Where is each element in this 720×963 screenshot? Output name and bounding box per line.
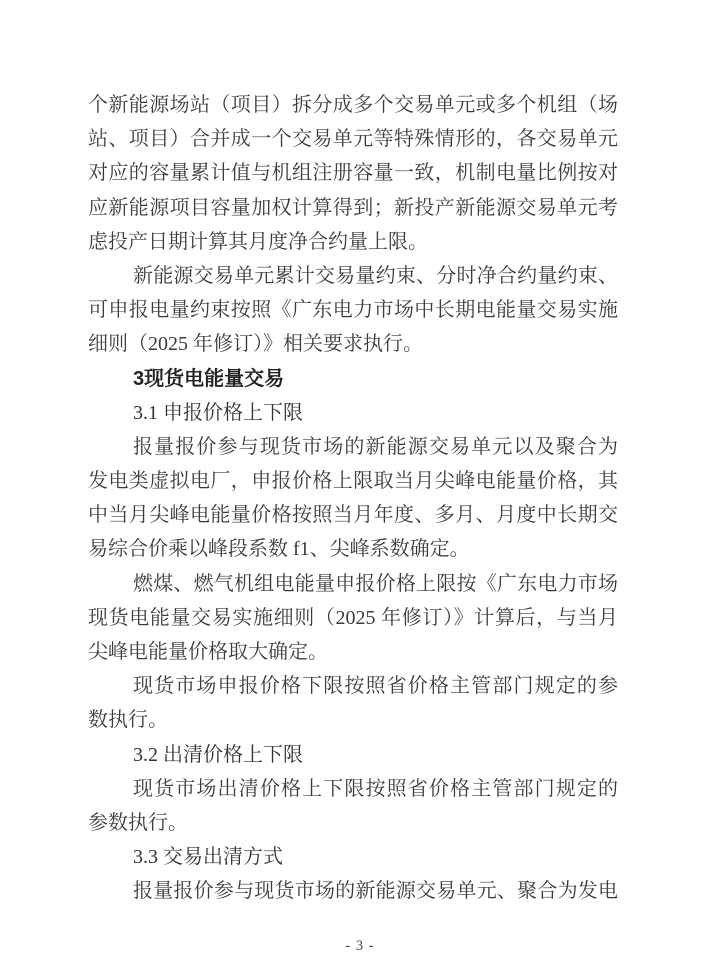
text-line: 应新能源项目容量加权计算得到；新投产新能源交易单元考 (88, 196, 618, 219)
section-heading: 3.1 申报价格上下限 (133, 401, 303, 424)
text-line: 报量报价参与现货市场的新能源交易单元、聚合为发电 (133, 880, 618, 903)
text-line: 站、项目）合并成一个交易单元等特殊情形的，各交易单元 (88, 128, 618, 151)
text-line: 易综合价乘以峰段系数 f1、尖峰系数确定。 (88, 538, 470, 561)
text-line: 新能源交易单元累计交易量约束、分时净合约量约束、 (133, 264, 618, 287)
text-line: 现货市场出清价格上下限按照省价格主管部门规定的 (133, 777, 618, 800)
text-line: 发电类虚拟电厂，申报价格上限取当月尖峰电能量价格，其 (88, 470, 618, 493)
section-heading: 3.2 出清价格上下限 (133, 743, 303, 766)
text-line: 中当月尖峰电能量价格按照当月年度、多月、月度中长期交 (88, 504, 618, 527)
text-line: 对应的容量累计值与机组注册容量一致，机制电量比例按对 (88, 162, 618, 185)
text-line: 细则（2025 年修订）》相关要求执行。 (88, 333, 423, 356)
section-heading: 3.3 交易出清方式 (133, 846, 283, 869)
text-line: 参数执行。 (88, 811, 188, 834)
text-line: 虑投产日期计算其月度净合约量上限。 (88, 230, 428, 253)
text-line: 报量报价参与现货市场的新能源交易单元以及聚合为 (133, 435, 618, 458)
text-line: 现货市场申报价格下限按照省价格主管部门规定的参 (133, 675, 618, 698)
text-line: 尖峰电能量价格取大确定。 (88, 641, 328, 663)
text-line: 数执行。 (88, 709, 168, 732)
text-line: 现货电能量交易实施细则（2025 年修订）》计算后，与当月 (88, 606, 618, 629)
section-heading: 3现货电能量交易 (133, 367, 285, 390)
text-line: 燃煤、燃气机组电能量申报价格上限按《广东电力市场 (133, 572, 618, 595)
page-number: - 3 - (345, 938, 375, 954)
text-line: 可申报电量约束按照《广东电力市场中长期电能量交易实施 (88, 299, 618, 322)
text-line: 个新能源场站（项目）拆分成多个交易单元或多个机组（场 (88, 94, 618, 116)
document-text-block (88, 88, 618, 909)
